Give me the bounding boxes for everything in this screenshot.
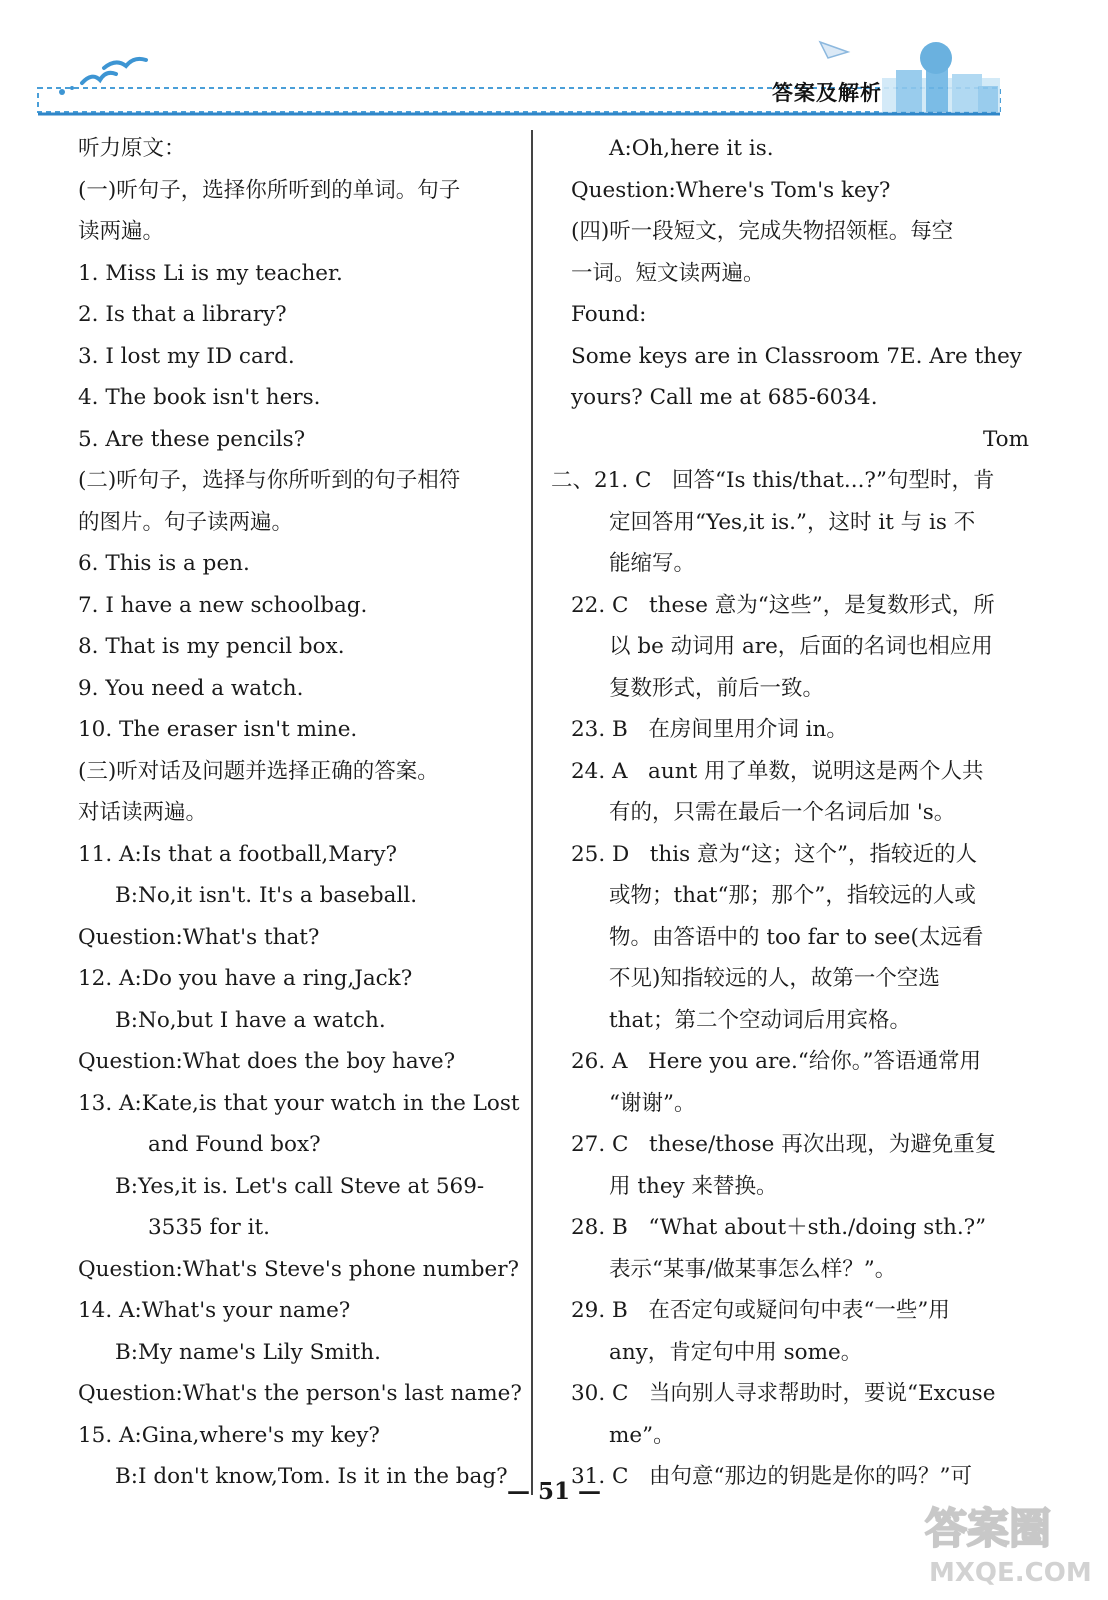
right-column-line: Question:Where's Tom's key? xyxy=(571,177,891,203)
right-column-line: “谢谢”。 xyxy=(609,1090,696,1116)
left-column-line: 15. A:Gina,where's my key? xyxy=(78,1422,380,1448)
page-number: — 51 — xyxy=(506,1478,602,1505)
right-column-line: that；第二个空动词后用宾格。 xyxy=(609,1007,911,1033)
right-column-line: 或物；that“那；那个”，指较远的人或 xyxy=(609,883,976,908)
right-column-line: me”。 xyxy=(609,1422,675,1448)
left-column-line: 11. A:Is that a football,Mary? xyxy=(78,841,398,867)
left-column-line: 9. You need a watch. xyxy=(78,675,304,701)
right-column-line: 28. B “What about＋sth./doing sth.?” xyxy=(571,1215,987,1240)
left-column-line: B:Yes,it is. Let's call Steve at 569- xyxy=(115,1173,485,1199)
right-column-line: 表示“某事/做某事怎么样？”。 xyxy=(609,1256,897,1282)
paper-plane-icon xyxy=(820,42,848,58)
left-column-line: 13. A:Kate,is that your watch in the Lost xyxy=(78,1090,520,1116)
right-column-line: 25. D this 意为“这；这个”，指较近的人 xyxy=(571,841,977,867)
header-decoration xyxy=(0,0,1108,125)
right-column-line: 23. B 在房间里用介词 in。 xyxy=(571,717,848,742)
left-column-line: B:No,it isn't. It's a baseball. xyxy=(115,883,418,908)
left-column-line: 5. Are these pencils? xyxy=(78,426,306,452)
left-column-line: (一)听句子，选择你所听到的单词。句子 xyxy=(78,177,461,203)
right-column-line: 二、21. C 回答“Is this/that...?”句型时，肯 xyxy=(551,468,995,493)
left-column-line: Question:What does the boy have? xyxy=(78,1049,456,1074)
right-column-line: 用 they 来替换。 xyxy=(609,1173,778,1199)
left-column-line: Question:What's that? xyxy=(78,924,320,950)
left-column-line: 14. A:What's your name? xyxy=(78,1298,351,1323)
right-column-line: 22. C these 意为“这些”，是复数形式，所 xyxy=(571,592,995,618)
right-column-line: 定回答用“Yes,it is.”，这时 it 与 is 不 xyxy=(609,509,976,535)
right-column-line: any，肯定句中用 some。 xyxy=(609,1339,863,1365)
watermark xyxy=(915,1495,1092,1590)
left-column-line: 12. A:Do you have a ring,Jack? xyxy=(78,966,413,991)
right-column-line: 复数形式，前后一致。 xyxy=(609,675,825,701)
left-column-line: 10. The eraser isn't mine. xyxy=(78,717,358,742)
left-column xyxy=(78,128,528,1498)
left-column-line: 对话读两遍。 xyxy=(78,800,208,825)
left-column-line: 8. That is my pencil box. xyxy=(78,634,345,659)
right-column-line: 能缩写。 xyxy=(609,551,696,576)
left-column-line: 2. Is that a library? xyxy=(78,302,287,327)
right-column-line: 一词。短文读两遍。 xyxy=(571,260,765,286)
right-column-line: 29. B 在否定句或疑问句中表“一些”用 xyxy=(571,1298,950,1323)
left-column-line: 3. I lost my ID card. xyxy=(78,343,295,369)
left-column-line: (三)听对话及问题并选择正确的答案。 xyxy=(78,758,439,784)
left-column-line: (二)听句子，选择与你所听到的句子相符 xyxy=(78,468,461,493)
left-column-line: 听力原文： xyxy=(78,136,186,161)
page-header xyxy=(0,0,1108,125)
left-column-line: 读两遍。 xyxy=(78,219,165,244)
left-column-line: B:I don't know,Tom. Is it in the bag? xyxy=(115,1464,508,1489)
right-column-line: A:Oh,here it is. xyxy=(609,136,774,161)
answer-site-logo-icon xyxy=(915,1495,1092,1590)
left-column-line: B:My name's Lily Smith. xyxy=(115,1339,381,1365)
right-column xyxy=(551,128,1031,1498)
right-column-line: 不见)知指较远的人，故第一个空选 xyxy=(609,966,940,991)
right-column-line: Tom xyxy=(982,426,1029,452)
watermark-url: MXQE.COM xyxy=(929,1558,1092,1588)
right-column-line: 26. A Here you are.“给你。”答语通常用 xyxy=(571,1049,982,1074)
header-title: 答案及解析 xyxy=(772,81,882,105)
right-column-line: 有的，只需在最后一个名词后加 's。 xyxy=(609,800,956,825)
left-column-line: Question:What's the person's last name? xyxy=(78,1381,522,1406)
left-column-line: B:No,but I have a watch. xyxy=(115,1007,386,1033)
right-column-line: 24. A aunt 用了单数，说明这是两个人共 xyxy=(571,758,984,784)
right-column-line: 30. C 当向别人寻求帮助时，要说“Excuse xyxy=(571,1381,996,1406)
left-column-line: 7. I have a new schoolbag. xyxy=(78,592,368,618)
right-column-line: 以 be 动词用 are，后面的名词也相应用 xyxy=(609,634,993,659)
left-column-line: 3535 for it. xyxy=(148,1215,270,1240)
right-column-line: yours? Call me at 685-6034. xyxy=(571,385,878,410)
left-column-line: 4. The book isn't hers. xyxy=(78,385,321,410)
right-column-line: 27. C these/those 再次出现，为避免重复 xyxy=(571,1132,997,1157)
header-scenery xyxy=(882,42,1000,112)
right-column-line: Found: xyxy=(571,302,647,327)
left-column-line: Question:What's Steve's phone number? xyxy=(78,1256,520,1282)
right-column-line: 物。由答语中的 too far to see(太远看 xyxy=(609,924,984,950)
right-column-line: (四)听一段短文，完成失物招领框。每空 xyxy=(571,219,954,244)
right-column-line: 31. C 由句意“那边的钥匙是你的吗？”可 xyxy=(571,1464,972,1489)
column-divider xyxy=(531,130,533,1495)
left-column-line: 6. This is a pen. xyxy=(78,551,250,576)
left-column-line: 1. Miss Li is my teacher. xyxy=(78,260,343,286)
birds-icon xyxy=(82,59,146,83)
right-column-line: Some keys are in Classroom 7E. Are they xyxy=(571,343,1022,369)
left-column-line: and Found box? xyxy=(148,1132,321,1157)
left-column-line: 的图片。句子读两遍。 xyxy=(78,509,294,535)
watermark-text: 答案圈 xyxy=(925,1504,1052,1553)
